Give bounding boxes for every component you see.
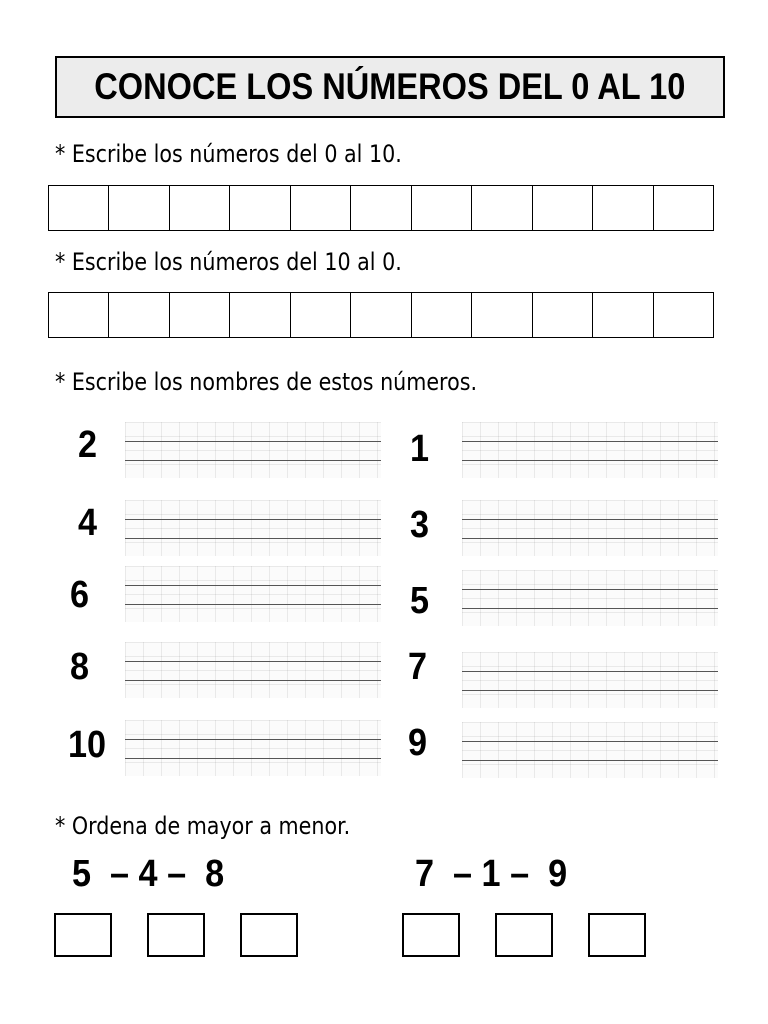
grid-cell[interactable] — [230, 186, 290, 230]
grid-cell[interactable] — [109, 293, 169, 337]
grid-cell[interactable] — [593, 186, 653, 230]
number-sequence: 7 – 1 – 9 — [415, 853, 568, 895]
writing-lines[interactable] — [125, 566, 381, 622]
grid-cell[interactable] — [412, 186, 472, 230]
answer-box[interactable] — [588, 913, 646, 957]
instruction-write-10-to-0: * Escribe los números del 10 al 0. — [55, 248, 402, 276]
answer-box[interactable] — [147, 913, 205, 957]
grid-0-to-10 — [48, 185, 714, 231]
grid-cell[interactable] — [170, 186, 230, 230]
grid-cell[interactable] — [654, 293, 713, 337]
instruction-write-0-to-10: * Escribe los números del 0 al 10. — [55, 140, 402, 168]
number-sequence: 5 – 4 – 8 — [72, 853, 225, 895]
number-label: 8 — [70, 646, 90, 688]
grid-cell[interactable] — [170, 293, 230, 337]
number-label: 6 — [70, 574, 90, 616]
answer-box[interactable] — [495, 913, 553, 957]
grid-cell[interactable] — [533, 186, 593, 230]
grid-cell[interactable] — [230, 293, 290, 337]
writing-lines[interactable] — [125, 422, 381, 478]
grid-cell[interactable] — [472, 293, 532, 337]
instruction-write-names: * Escribe los nombres de estos números. — [55, 368, 478, 396]
grid-cell[interactable] — [654, 186, 713, 230]
writing-lines[interactable] — [462, 422, 718, 478]
answer-box[interactable] — [54, 913, 112, 957]
number-label: 3 — [410, 504, 430, 546]
title-box — [55, 56, 725, 118]
grid-cell[interactable] — [412, 293, 472, 337]
grid-cell[interactable] — [351, 186, 411, 230]
grid-cell[interactable] — [533, 293, 593, 337]
grid-cell[interactable] — [49, 186, 109, 230]
writing-lines[interactable] — [462, 570, 718, 626]
number-label: 10 — [68, 724, 107, 766]
writing-lines[interactable] — [125, 500, 381, 556]
page-title: CONOCE LOS NÚMEROS DEL 0 AL 10 — [94, 66, 686, 107]
number-label: 2 — [78, 424, 98, 466]
writing-lines[interactable] — [125, 642, 381, 698]
number-label: 9 — [408, 722, 428, 764]
number-label: 7 — [408, 646, 428, 688]
writing-lines[interactable] — [462, 722, 718, 778]
grid-cell[interactable] — [291, 186, 351, 230]
writing-lines[interactable] — [462, 500, 718, 556]
number-label: 4 — [78, 502, 98, 544]
grid-cell[interactable] — [291, 293, 351, 337]
grid-cell[interactable] — [109, 186, 169, 230]
grid-cell[interactable] — [593, 293, 653, 337]
answer-box[interactable] — [240, 913, 298, 957]
answer-box[interactable] — [402, 913, 460, 957]
grid-cell[interactable] — [49, 293, 109, 337]
instruction-order-descending: * Ordena de mayor a menor. — [55, 812, 351, 840]
writing-lines[interactable] — [125, 720, 381, 776]
writing-lines[interactable] — [462, 652, 718, 708]
number-label: 1 — [410, 428, 430, 470]
grid-cell[interactable] — [351, 293, 411, 337]
grid-cell[interactable] — [472, 186, 532, 230]
grid-10-to-0 — [48, 292, 714, 338]
number-label: 5 — [410, 580, 430, 622]
